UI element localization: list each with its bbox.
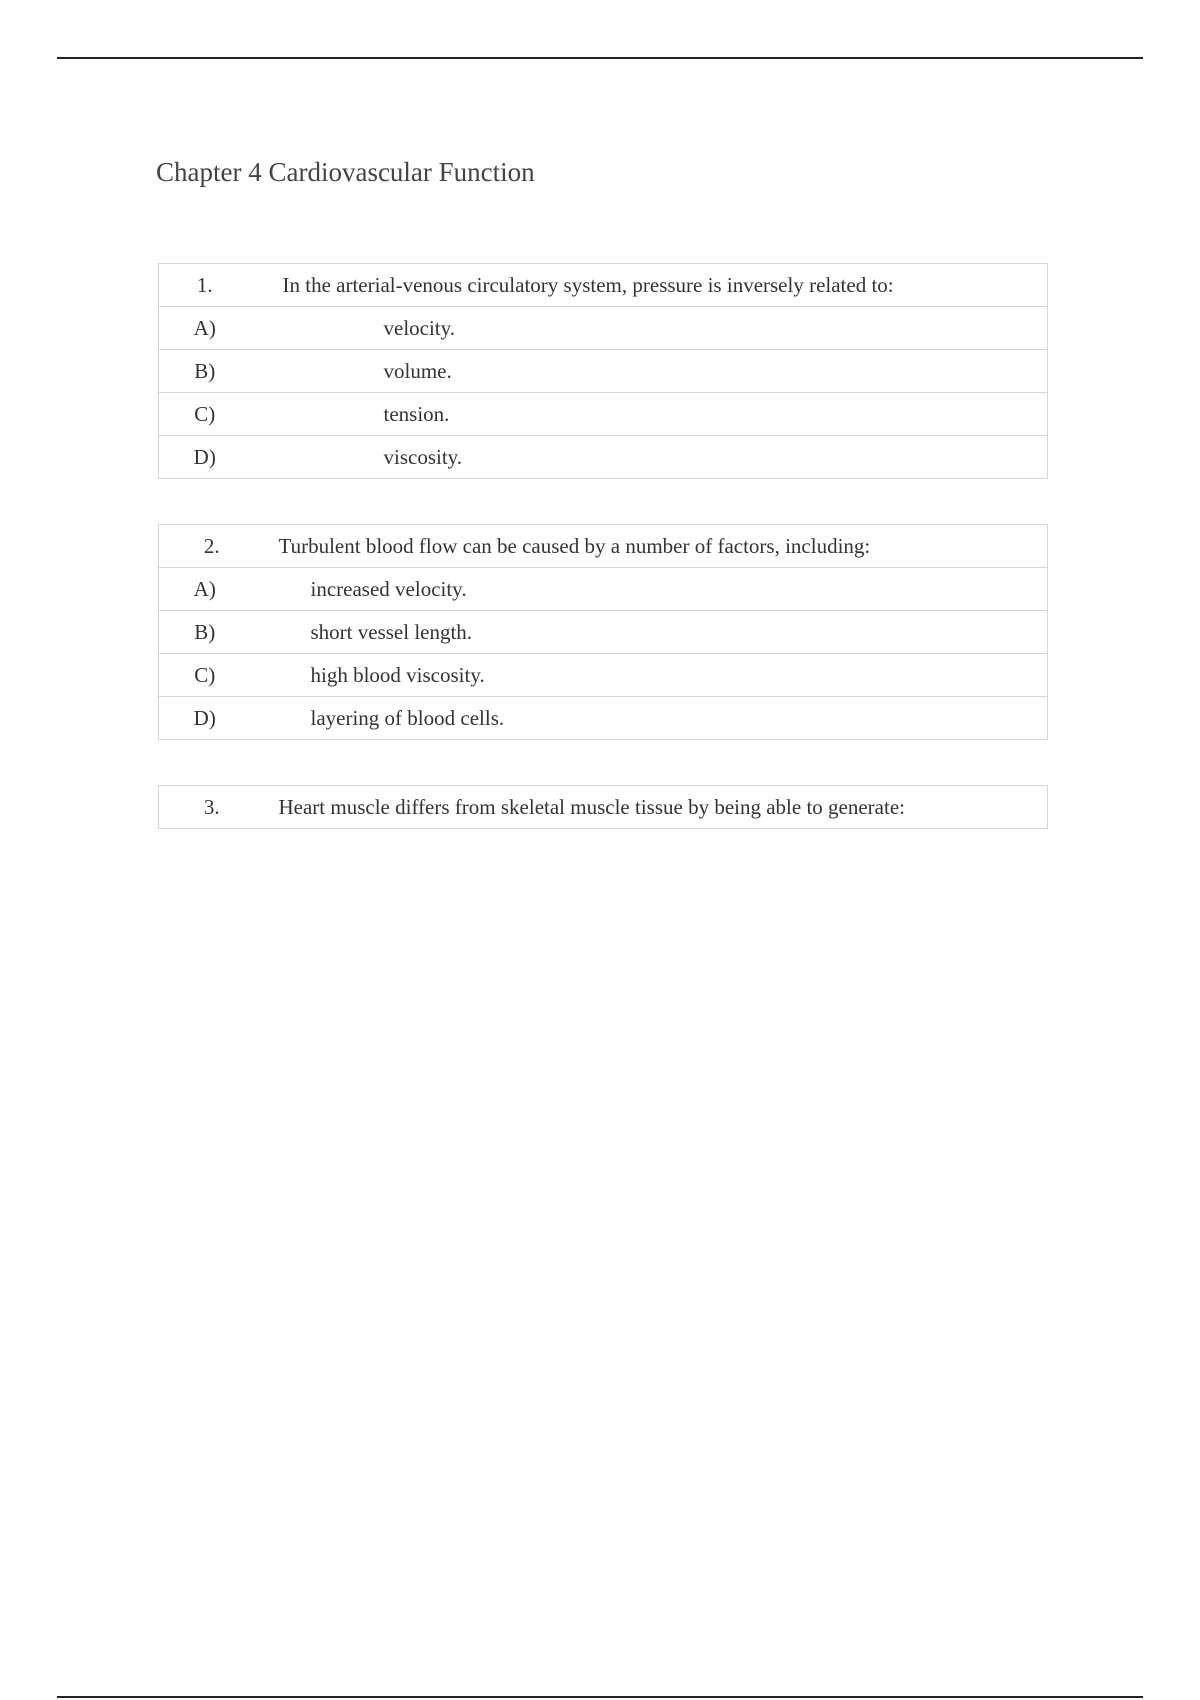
- question-text: Heart muscle differs from skeletal muscle tissue by being able to generate:: [255, 786, 1048, 829]
- option-letter: C): [159, 393, 255, 436]
- option-text: short vessel length.: [255, 611, 1048, 654]
- option-text: velocity.: [255, 307, 1048, 350]
- question-2-table: [158, 524, 1048, 740]
- option-letter: B): [159, 350, 255, 393]
- question-1-table: [158, 263, 1048, 479]
- option-text: volume.: [255, 350, 1048, 393]
- answer-option-a: [159, 307, 1048, 350]
- answer-option-b: [159, 350, 1048, 393]
- answer-option-c: [159, 654, 1048, 697]
- option-text: layering of blood cells.: [255, 697, 1048, 740]
- question-number: 3.: [159, 786, 255, 829]
- option-text: increased velocity.: [255, 568, 1048, 611]
- answer-option-a: [159, 568, 1048, 611]
- option-letter: D): [159, 697, 255, 740]
- question-number: 1.: [159, 264, 255, 307]
- answer-option-c: [159, 393, 1048, 436]
- option-letter: D): [159, 436, 255, 479]
- top-rule: [57, 57, 1143, 59]
- question-text: In the arterial-venous circulatory system, pressure is inversely related to:: [255, 264, 1048, 307]
- answer-option-d: [159, 436, 1048, 479]
- bottom-rule: [57, 1696, 1143, 1698]
- question-row: [159, 525, 1048, 568]
- option-letter: C): [159, 654, 255, 697]
- question-text: Turbulent blood flow can be caused by a number of factors, including:: [255, 525, 1048, 568]
- answer-option-b: [159, 611, 1048, 654]
- option-letter: B): [159, 611, 255, 654]
- option-text: viscosity.: [255, 436, 1048, 479]
- option-letter: A): [159, 307, 255, 350]
- answer-option-d: [159, 697, 1048, 740]
- question-row: [159, 786, 1048, 829]
- option-letter: A): [159, 568, 255, 611]
- page-title: Chapter 4 Cardiovascular Function: [156, 157, 535, 187]
- question-3-table: [158, 785, 1048, 829]
- option-text: tension.: [255, 393, 1048, 436]
- question-number: 2.: [159, 525, 255, 568]
- question-row: [159, 264, 1048, 307]
- option-text: high blood viscosity.: [255, 654, 1048, 697]
